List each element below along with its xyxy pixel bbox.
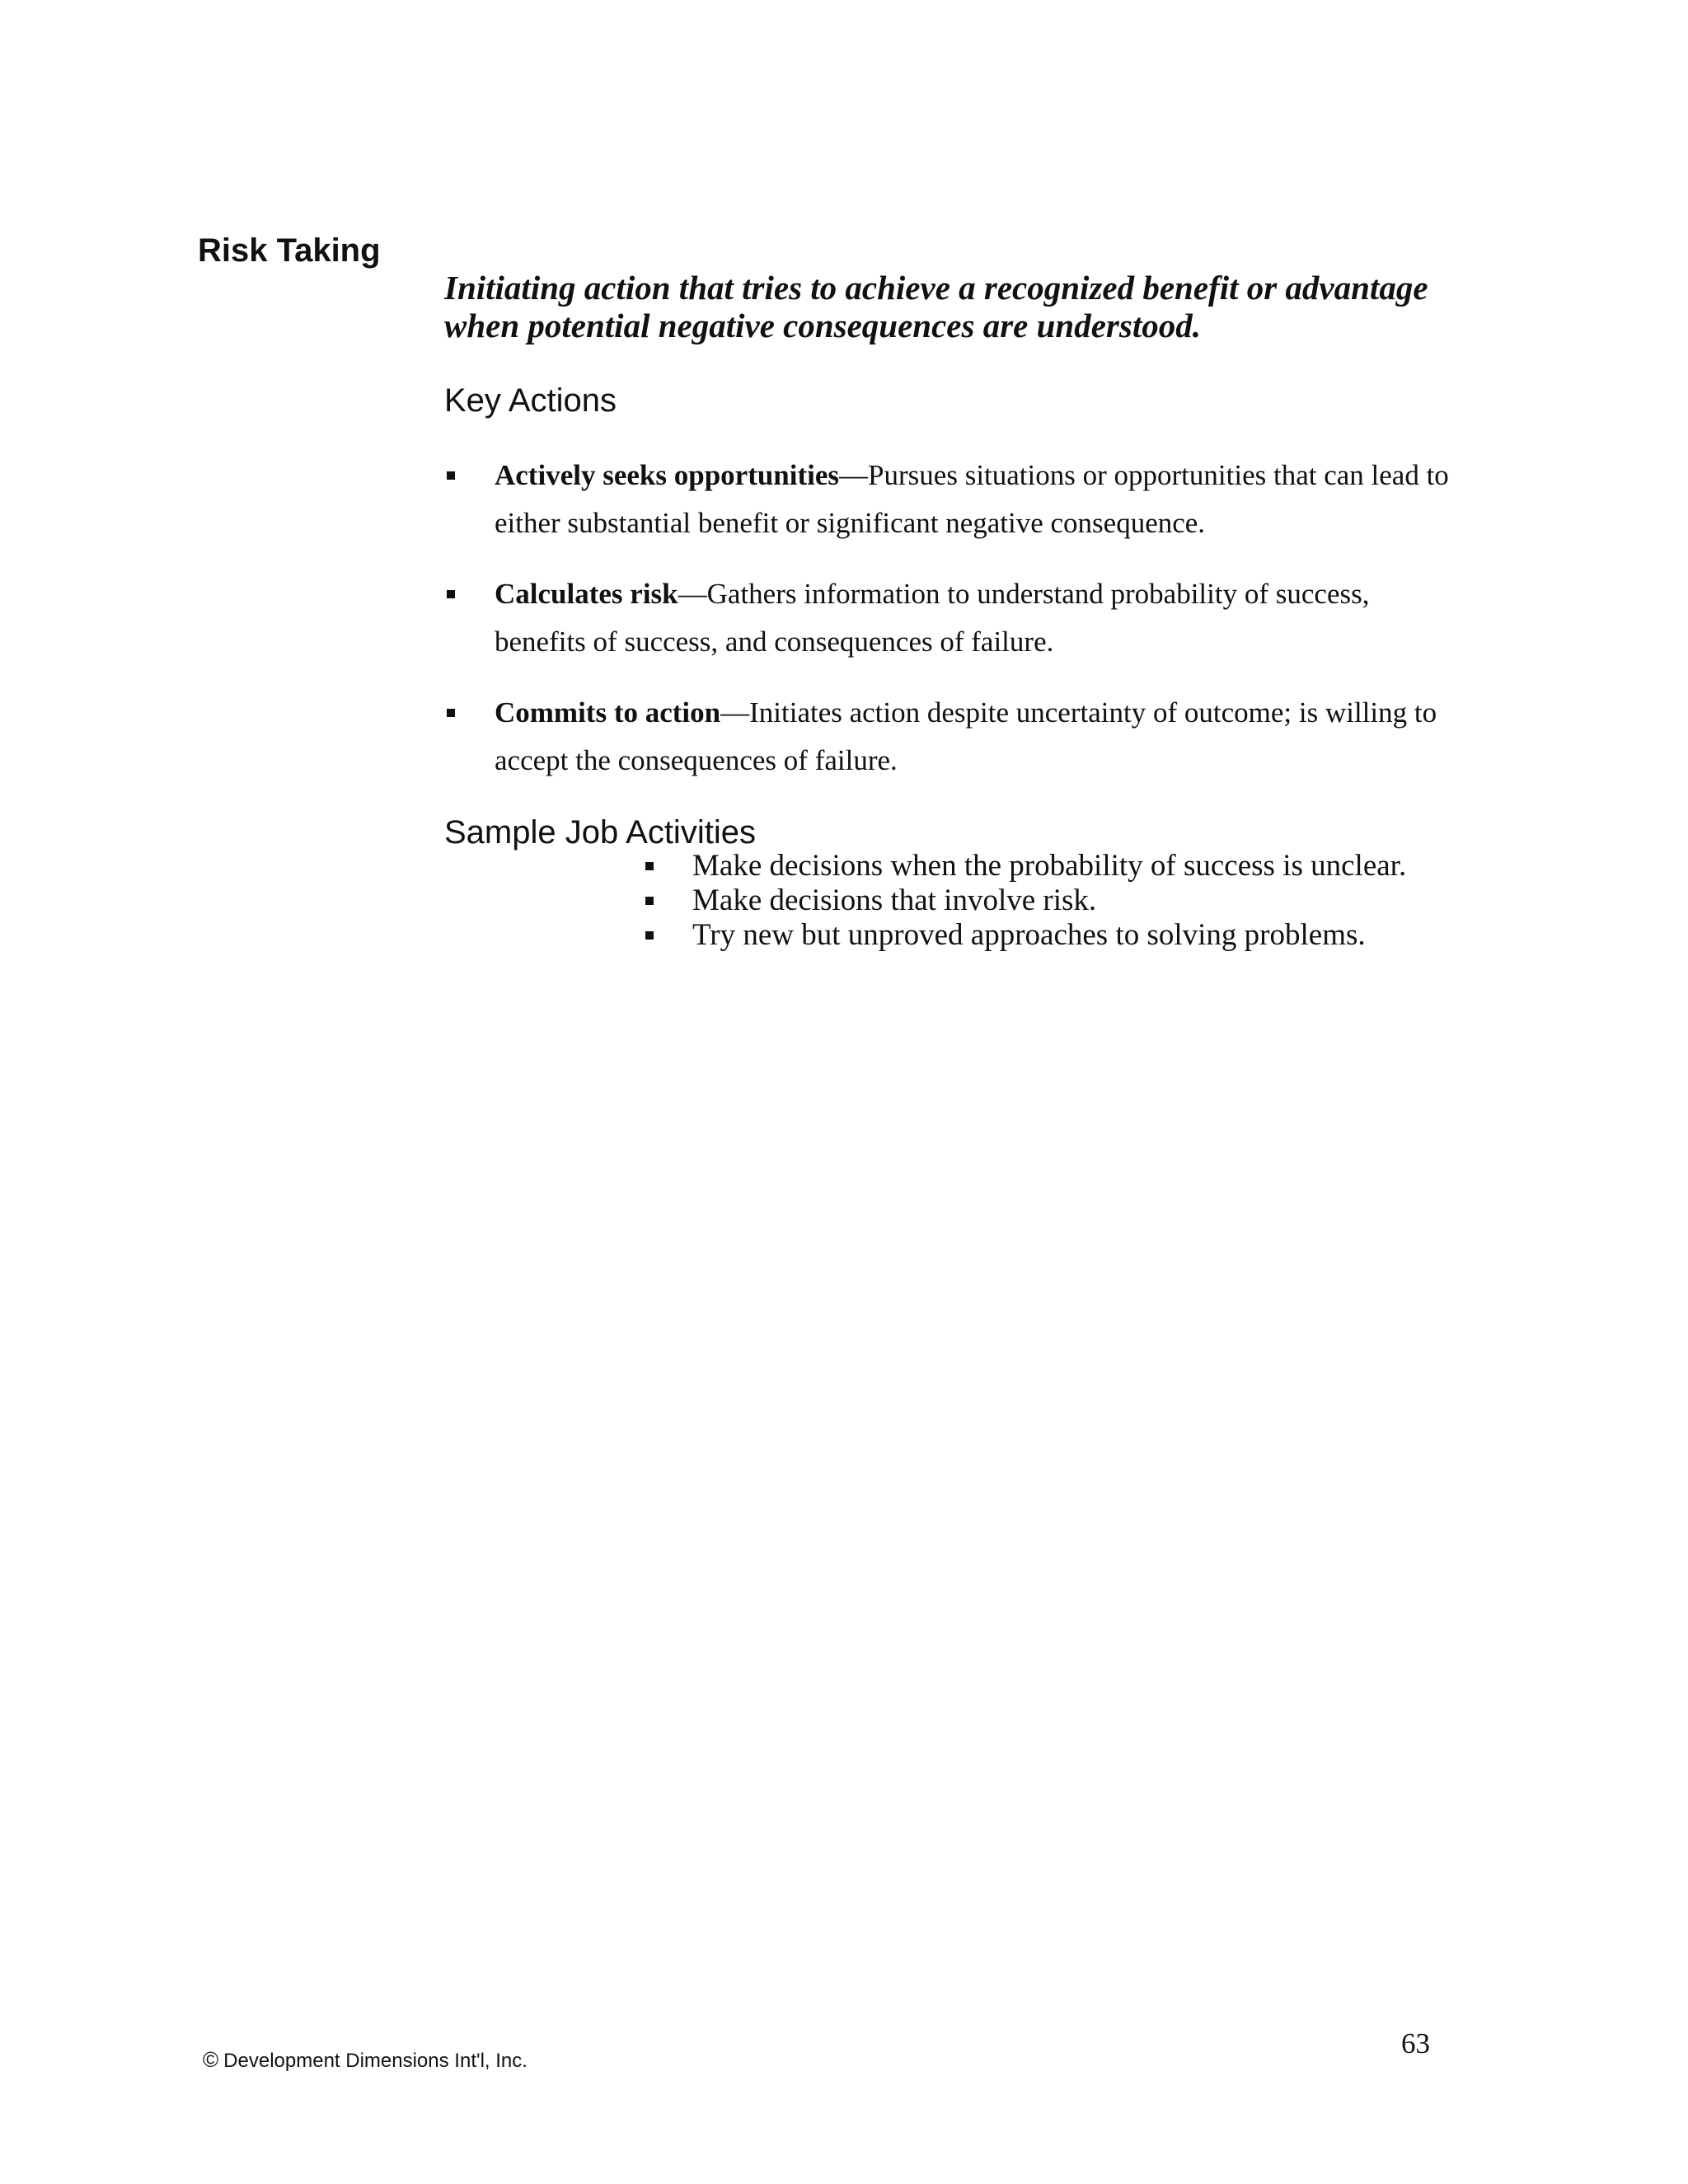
key-action-description: —Pursues situations or opportunities that can lead to either substantial benefit or significant negative consequence. xyxy=(495,459,1449,539)
activity-item xyxy=(643,849,1467,883)
key-action-description: —Gathers information to understand probability of success, benefits of success, and consequences of failure. xyxy=(495,578,1370,658)
page-title: Risk Taking xyxy=(198,232,381,269)
square-bullet-icon xyxy=(645,931,654,940)
activity-item xyxy=(643,918,1467,953)
key-actions-heading: Key Actions xyxy=(444,382,617,419)
key-actions-list xyxy=(444,452,1466,808)
key-action-item xyxy=(444,452,1466,547)
key-action-description: —Initiates action despite uncertainty of outcome; is willing to accept the consequences of failure. xyxy=(495,696,1437,776)
square-bullet-icon xyxy=(447,590,455,598)
copyright-notice xyxy=(203,2047,528,2074)
page-number: 63 xyxy=(1401,2027,1430,2060)
key-action-item xyxy=(444,689,1466,785)
square-bullet-icon xyxy=(645,897,654,905)
sample-job-activities-list xyxy=(643,849,1467,953)
square-bullet-icon xyxy=(645,862,654,870)
key-action-title: Commits to action xyxy=(495,696,721,729)
activity-item xyxy=(643,883,1467,918)
key-action-item xyxy=(444,570,1466,666)
competency-definition: Initiating action that tries to achieve a recognized benefit or advantage when potential negative consequences are understood. xyxy=(444,269,1428,344)
key-action-title: Actively seeks opportunities xyxy=(495,459,840,491)
square-bullet-icon xyxy=(447,709,455,717)
copyright-icon: © xyxy=(203,2047,219,2072)
activity-text: Try new but unproved approaches to solving problems. xyxy=(692,918,1366,952)
activity-text: Make decisions that involve risk. xyxy=(692,883,1097,917)
key-action-title: Calculates risk xyxy=(495,578,678,610)
sample-job-activities-heading: Sample Job Activities xyxy=(444,814,756,851)
square-bullet-icon xyxy=(447,471,455,480)
activity-text: Make decisions when the probability of success is unclear. xyxy=(692,849,1407,883)
copyright-text: Development Dimensions Int'l, Inc. xyxy=(223,2050,528,2072)
